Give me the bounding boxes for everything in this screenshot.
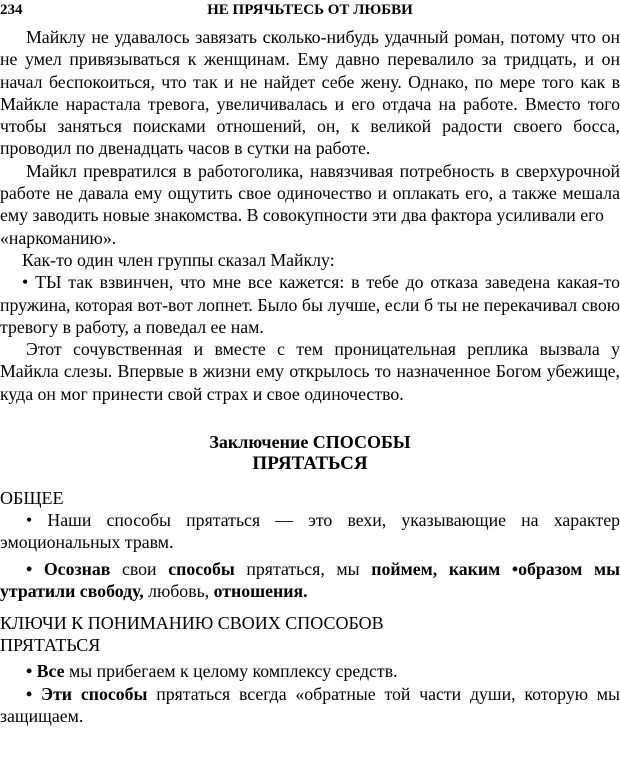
text-run: свои	[110, 558, 169, 579]
text-run: мы прибегаем к целому комплексу средств.	[64, 661, 398, 682]
text-run: прятаться, мы	[234, 558, 372, 579]
bold-text: поймем, каким •образом мы утратили свободу,	[0, 558, 620, 601]
list-item: • Наши способы прятаться — это вехи, указывающие на характер эмоциональных травм.	[0, 510, 620, 553]
list-item	[0, 683, 620, 728]
section-heading-general: ОБЩЕЕ	[0, 488, 64, 509]
bold-text: • Все	[26, 661, 65, 682]
paragraph: Майкл превратился в работоголика, навязчивая потребность в сверхурочной работе не давала ему ощутить свое одиночество и оплакать его, а также мешала ему заводить новые знакомства. В совокупности эти два фактора усиливали его	[0, 160, 620, 226]
paragraph: Как-то один член группы сказал Майклу:	[22, 249, 335, 270]
bold-text: отношения.	[213, 580, 308, 601]
text-run: любовь,	[143, 580, 214, 601]
chapter-title-line: Заключение СПОСОБЫ	[209, 432, 411, 453]
section-heading-keys: КЛЮЧИ К ПОНИМАНИЮ СВОИХ СПОСОБОВ ПРЯТАТЬСЯ	[0, 613, 384, 656]
dialogue-paragraph: • ТЫ так взвинчен, что мне все кажется: в тебе до отказа заведена какая-то пружина, которая вот-вот лопнет. Было бы лучше, если б ты не перекачивал свою тревогу в работу, а поведал ее нам.	[0, 272, 620, 337]
bold-text: • Эти способы	[26, 683, 148, 704]
paragraph: «наркоманию».	[0, 227, 117, 248]
list-item	[0, 558, 620, 603]
paragraph: Этот сочувственная и вместе с тем проницательная реплика вызвала у Майкла слезы. Впервые в жизни ему открылось то назначенное Богом убежище, куда он мог принести свой страх и свое одиночество.	[0, 339, 620, 404]
list-item	[0, 660, 620, 682]
chapter-title	[0, 431, 620, 475]
bold-text: • Осознав	[26, 558, 111, 579]
paragraph: Майклу не удавалось завязать сколько-нибудь удачный роман, потому что он не умел привязываться к женщинам. Ему давно перевалило за тридцать, и он начал беспокоиться, что так и не найдет себе жену. Однако, по мере того как в Майкле нарастала тревога, увеличивалась и его отдача на работе. Вместо того чтобы заняться поисками отношений, он, к великой радости своего босса, проводил по двенадцать часов в сутки на работе.	[0, 27, 620, 159]
page-header	[0, 0, 620, 20]
chapter-title-line: ПРЯТАТЬСЯ	[252, 453, 368, 475]
bold-text: способы	[168, 558, 235, 579]
text-run: прятаться всегда «обратные той части души, которую мы защищаем.	[0, 683, 620, 726]
page-number: 234	[0, 2, 23, 18]
page-body	[0, 26, 620, 727]
running-title: НЕ ПРЯЧЬТЕСЬ ОТ ЛЮБВИ	[207, 2, 413, 18]
